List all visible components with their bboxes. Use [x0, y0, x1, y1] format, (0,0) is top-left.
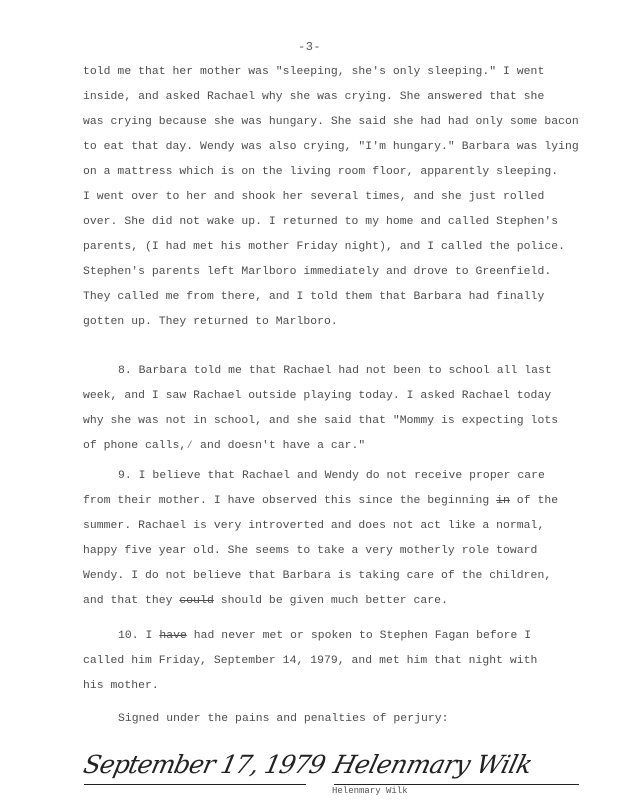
- paragraph-10-line: called him Friday, September 14, 1979, and met him that night with: [83, 655, 538, 667]
- body-line: gotten up. They returned to Marlboro.: [83, 316, 338, 328]
- attestation-line: Signed under the pains and penalties of perjury:: [118, 713, 449, 725]
- page-number: -3-: [298, 40, 322, 54]
- signature-block: [80, 750, 584, 804]
- paragraph-8-line: of phone calls,∕ and doesn't have a car.": [83, 440, 366, 452]
- body-line: to eat that day. Wendy was also crying, "I'm hungary." Barbara was lying: [83, 141, 579, 153]
- date-signature-line: [84, 784, 306, 785]
- name-signature-line: [334, 784, 579, 785]
- body-line: over. She did not wake up. I returned to my home and called Stephen's: [83, 216, 559, 228]
- text: should be given much better care.: [213, 595, 448, 607]
- body-line: told me that her mother was "sleeping, she's only sleeping." I went: [83, 66, 545, 78]
- paragraph-9-line: [83, 495, 558, 507]
- body-line: was crying because she was hungary. She said she had had only some bacon: [83, 116, 579, 128]
- struck-text: in: [496, 495, 510, 507]
- struck-text: have: [159, 630, 187, 642]
- paragraph-10-line: [118, 630, 531, 642]
- body-line: Stephen's parents left Marlboro immediately and drove to Greenfield.: [83, 266, 552, 278]
- paragraph-8-line: 8. Barbara told me that Rachael had not been to school all last: [118, 365, 552, 377]
- paragraph-9-line: happy five year old. She seems to take a very motherly role toward: [83, 545, 538, 557]
- paragraph-9-line: [83, 595, 448, 607]
- body-line: parents, (I had met his mother Friday night), and I called the police.: [83, 241, 565, 253]
- handwritten-date: September 17, 1979: [80, 750, 328, 779]
- paragraph-8-line: why she was not in school, and she said that "Mommy is expecting lots: [83, 415, 559, 427]
- body-line: I went over to her and shook her several times, and she just rolled: [83, 191, 545, 203]
- body-line: They called me from there, and I told them that Barbara had finally: [83, 291, 545, 303]
- text: from their mother. I have observed this since the beginning: [83, 495, 497, 507]
- handwritten-signature: Helenmary Wilk: [330, 750, 536, 779]
- paragraph-10-line: his mother.: [83, 680, 159, 692]
- paragraph-9-line: Wendy. I do not believe that Barbara is taking care of the children,: [83, 570, 552, 582]
- text: 10. I: [118, 630, 160, 642]
- paragraph-9-line: 9. I believe that Rachael and Wendy do not receive proper care: [118, 470, 545, 482]
- text: of the: [509, 495, 559, 507]
- paragraph-9-line: summer. Rachael is very introverted and does not act like a normal,: [83, 520, 545, 532]
- text: had never met or spoken to Stephen Fagan before I: [186, 630, 532, 642]
- text: and that they: [83, 595, 180, 607]
- paragraph-8-line: week, and I saw Rachael outside playing today. I asked Rachael today: [83, 390, 552, 402]
- body-line: inside, and asked Rachael why she was crying. She answered that she: [83, 91, 545, 103]
- struck-text: could: [179, 595, 214, 607]
- typed-signer-name: Helenmary Wilk: [332, 786, 408, 796]
- body-line: on a mattress which is on the living room floor, apparently sleeping.: [83, 166, 559, 178]
